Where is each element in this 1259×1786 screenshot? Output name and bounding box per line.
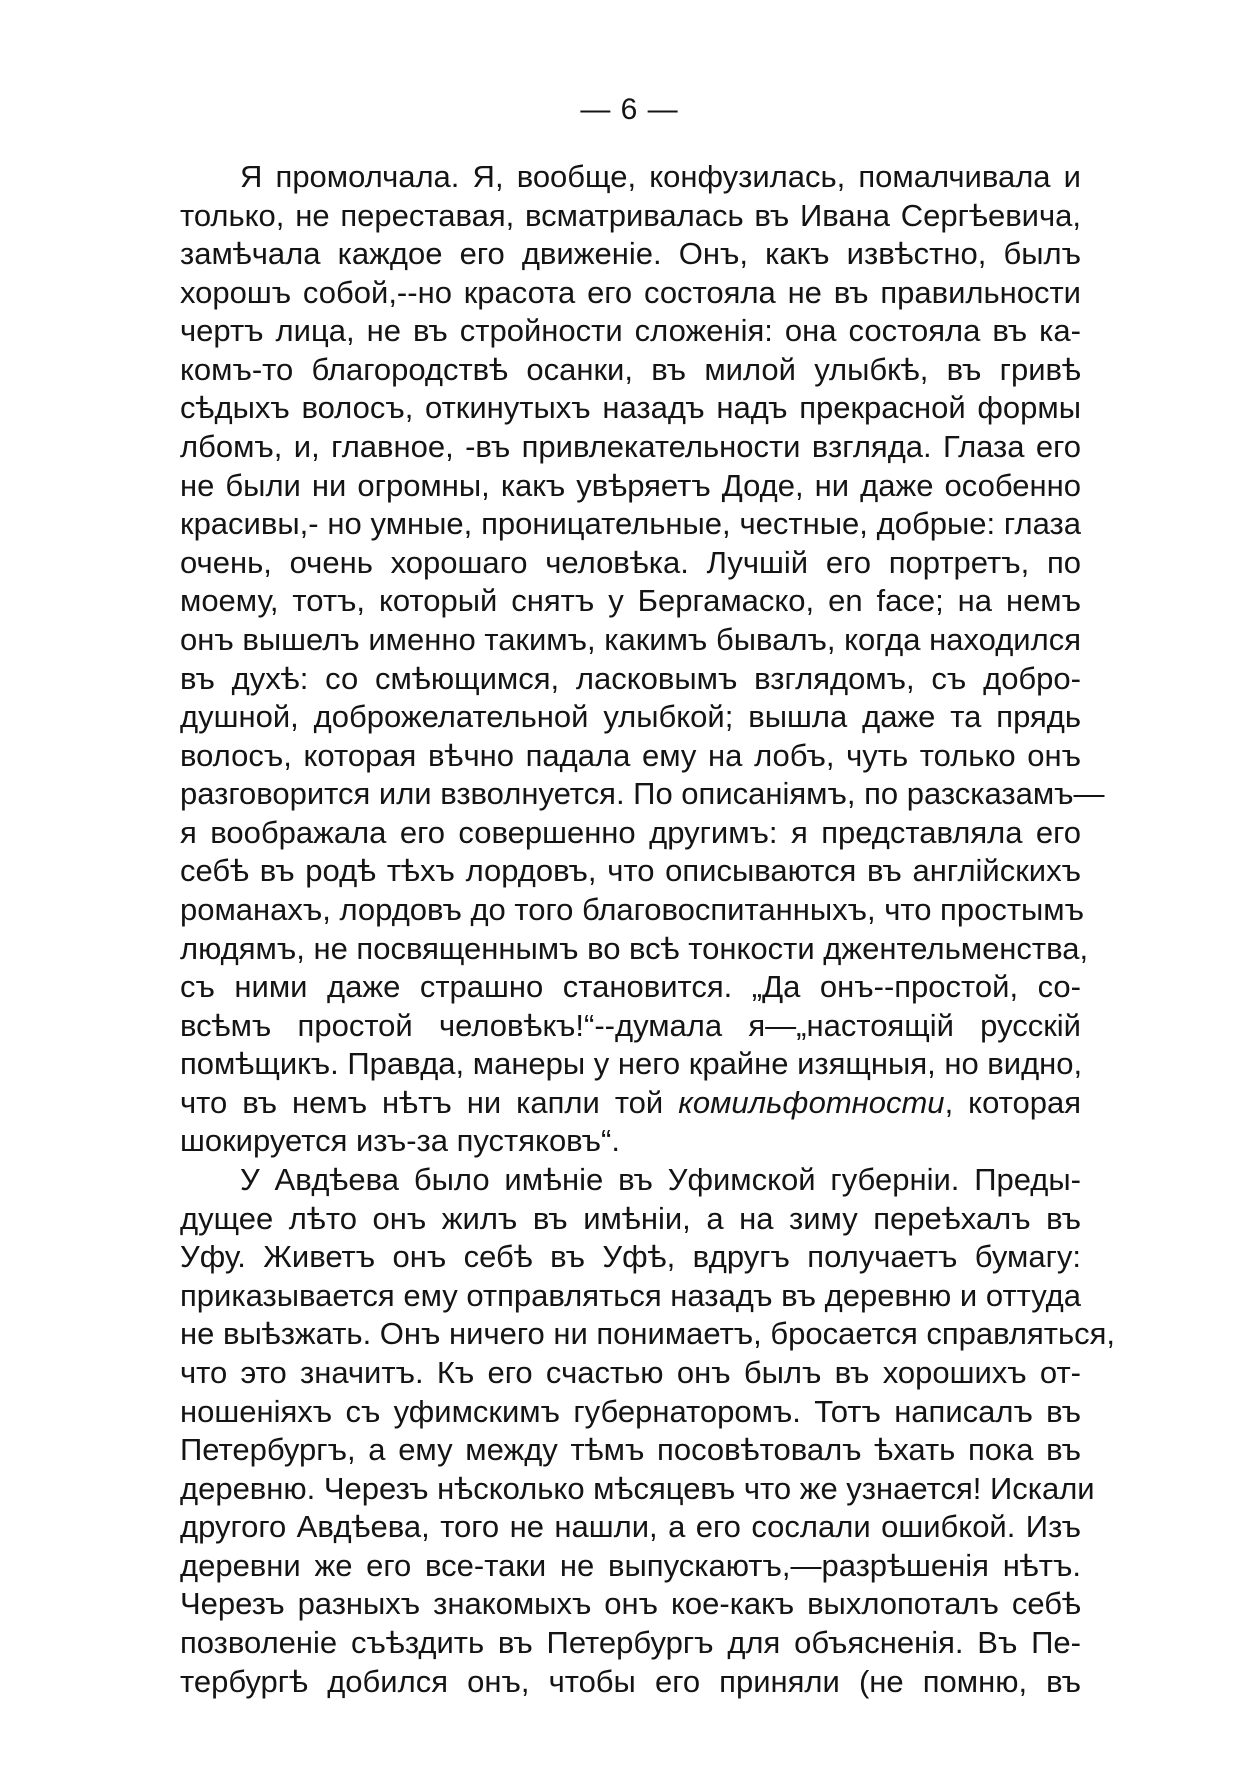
text-line: ношеніяхъ съ уфимскимъ губернаторомъ. Тотъ написалъ въ	[180, 1393, 1081, 1429]
text-line: очень, очень хорошаго человѣка. Лучшій его портретъ, по	[180, 544, 1081, 580]
text-line: не выѣзжать. Онъ ничего ни понимаетъ, бросается справляться,	[180, 1316, 1115, 1352]
text-run: , которая	[944, 1084, 1081, 1120]
text-line: я воображала его совершенно другимъ: я представляла его	[180, 814, 1081, 850]
body-text	[180, 158, 1115, 1701]
text-line: всѣмъ простой человѣкъ!“--думала я—„настоящій русскій	[180, 1007, 1081, 1043]
emphasized-word: комильфотности	[678, 1084, 945, 1120]
text-line: Я промолчала. Я, вообще, конфузилась, помалчивала и	[240, 159, 1081, 194]
text-line: деревню. Черезъ нѣсколько мѣсяцевъ что же узнается! Искали	[180, 1470, 1095, 1506]
text-line: себѣ въ родѣ тѣхъ лордовъ, что описываются въ англійскихъ	[180, 853, 1081, 889]
text-line: замѣчала каждое его движеніе. Онъ, какъ извѣстно, былъ	[180, 236, 1081, 272]
text-line: только, не переставая, всматривалась въ Ивана Сергѣевича,	[180, 197, 1081, 233]
text-line: приказывается ему отправляться назадъ въ деревню и оттуда	[180, 1277, 1081, 1313]
page-number: — 6 —	[580, 93, 679, 126]
text-line: Черезъ разныхъ знакомыхъ онъ кое-какъ выхлопоталъ себѣ	[180, 1586, 1081, 1622]
text-line: позволеніе съѣздить въ Петербургъ для объясненія. Въ Пе-	[180, 1624, 1081, 1660]
text-run: что въ немъ нѣтъ ни капли той	[180, 1084, 679, 1120]
text-line: душной, доброжелательной улыбкой; вышла даже та прядь	[180, 699, 1081, 735]
text-line: другого Авдѣева, того не нашли, а его сослали ошибкой. Изъ	[180, 1509, 1081, 1545]
text-line: шокируется изъ-за пустяковъ“.	[180, 1123, 620, 1159]
text-line: съ ними даже страшно становится. „Да онъ--простой, со-	[180, 969, 1081, 1005]
text-line: въ духѣ: со смѣющимся, ласковымъ взглядомъ, съ добро-	[180, 660, 1081, 696]
text-line: Уфу. Живетъ онъ себѣ въ Уфѣ, вдругъ получаетъ бумагу:	[180, 1239, 1081, 1275]
text-line: не были ни огромны, какъ увѣряетъ Доде, ни даже особенно	[180, 467, 1081, 503]
text-line: волосъ, которая вѣчно падала ему на лобъ, чуть только онъ	[180, 737, 1081, 773]
text-line: комъ-то благородствѣ осанки, въ милой улыбкѣ, въ гривѣ	[180, 351, 1081, 387]
text-line: онъ вышелъ именно такимъ, какимъ бывалъ, когда находился	[180, 621, 1081, 657]
text-line: людямъ, не посвященнымъ во всѣ тонкости джентельменства,	[180, 930, 1089, 966]
text-line: чертъ лица, не въ стройности сложенія: она состояла въ ка-	[180, 313, 1081, 349]
text-line: тербургѣ добился онъ, чтобы его приняли (не помню, въ	[180, 1663, 1081, 1699]
text-line: У Авдѣева было имѣніе въ Уфимской губерніи. Преды-	[240, 1162, 1081, 1198]
text-line: дущее лѣто онъ жилъ въ имѣніи, а на зиму переѣхалъ въ	[180, 1200, 1081, 1236]
text-line: красивы,- но умные, проницательные, честные, добрые: глаза	[180, 506, 1081, 542]
text-line: сѣдыхъ волосъ, откинутыхъ назадъ надъ прекрасной формы	[180, 390, 1081, 426]
text-line: помѣщикъ. Правда, манеры у него крайне изящныя, но видно,	[180, 1046, 1083, 1082]
text-line-with-emphasis	[180, 1084, 1081, 1123]
text-line: разговорится или взволнуется. По описаніямъ, по разсказамъ—	[180, 776, 1105, 812]
text-line: Петербургъ, а ему между тѣмъ посовѣтовалъ ѣхать пока въ	[180, 1432, 1081, 1468]
text-line: романахъ, лордовъ до того благовоспитанныхъ, что простымъ	[180, 891, 1084, 927]
text-line: что это значитъ. Къ его счастью онъ былъ въ хорошихъ от-	[180, 1354, 1081, 1390]
text-line: лбомъ, и, главное, -въ привлекательности взгляда. Глаза его	[180, 429, 1081, 465]
text-line: моему, тотъ, который снятъ у Бергамаско, en face; на немъ	[180, 583, 1081, 619]
text-line: хорошъ собой,--но красота его состояла не въ правильности	[180, 274, 1081, 310]
text-line: деревни же его все-таки не выпускаютъ,—разрѣшенія нѣтъ.	[180, 1547, 1081, 1583]
